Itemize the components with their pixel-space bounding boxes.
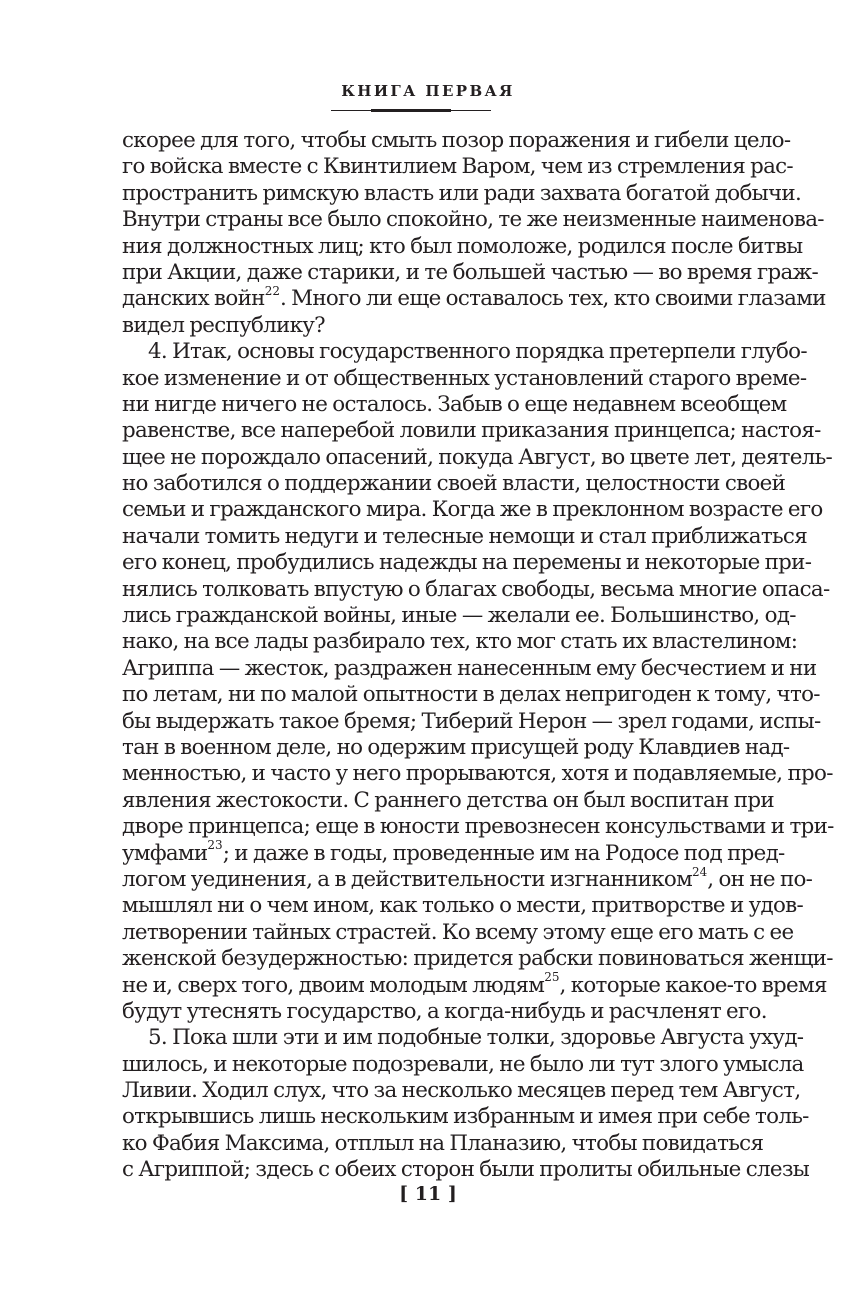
- text-line: [122, 339, 807, 365]
- text-line-content: будут утеснять государство, а когда-нибудь и расчленят его.: [122, 998, 767, 1024]
- text-line-content: мышлял ни о чем ином, как только о мести, притворстве и удов-: [122, 893, 804, 919]
- text-line-content: Агриппа — жесток, раздражен нанесенным ему бесчестием и ни: [122, 655, 817, 681]
- text-line-content: видел республику?: [122, 312, 325, 338]
- text-line-content: открывшись лишь нескольким избранным и имея при себе толь-: [122, 1104, 809, 1130]
- text-line: [122, 1051, 804, 1078]
- running-head: КНИГА ПЕРВАЯ: [341, 82, 515, 100]
- text-line: [122, 313, 728, 339]
- text-line: [122, 682, 820, 708]
- text-line-content: 5. Пока шли эти и им подобные толки, здоровье Августа ухуд-: [148, 1025, 804, 1051]
- text-line: [122, 523, 807, 550]
- text-line-content: го войска вместе с Квинтилием Варом, чем из стремления рас-: [122, 154, 793, 180]
- text-line: [122, 998, 767, 1025]
- text-line: [122, 180, 802, 207]
- text-line: [122, 154, 793, 180]
- text-line-content: но заботился о поддержании своей власти, целостности своей: [122, 471, 786, 497]
- text-line: [122, 128, 791, 154]
- text-line: [122, 259, 819, 286]
- text-line: [122, 1104, 809, 1130]
- text-line-content: ния должностных лиц; кто был помоложе, родился после битвы: [122, 233, 803, 259]
- text-line: [122, 655, 817, 682]
- text-line: [122, 1078, 801, 1104]
- text-line-content: Внутри страны все было спокойно, те же неизменные наименова-: [122, 207, 824, 233]
- text-line-content: шилось, и некоторые подозревали, не было ли тут злого умысла: [122, 1051, 804, 1077]
- text-line-content: начали томить недуги и телесные немощи и стал приближаться: [122, 523, 807, 549]
- page-number: [ 11 ]: [399, 1183, 457, 1205]
- text-line-content: летворении тайных страстей. Ко всему этому еще его мать с ее: [122, 919, 794, 945]
- text-line-content: менностью, и часто у него прорываются, хотя и подавляемые, про-: [122, 761, 833, 787]
- body-text: [122, 128, 834, 1184]
- text-line: [122, 365, 807, 392]
- text-line-continuation: ; и даже в годы, проведенные им на Родосе под пред-: [222, 840, 785, 866]
- text-line-content: явления жестокости. С раннего детства он был воспитан при: [122, 787, 774, 813]
- text-line-content: умфами: [122, 840, 208, 866]
- text-line-content: данских войн: [122, 286, 265, 312]
- text-line-content: дворе принцепса; еще в юности превознесен консульствами и три-: [122, 814, 834, 840]
- text-line: [122, 787, 774, 814]
- text-line: [122, 814, 834, 840]
- text-line: [122, 1130, 764, 1157]
- text-line-content: лись гражданской войны, иные — желали ее. Большинство, од-: [122, 603, 796, 629]
- text-line: [122, 838, 785, 867]
- text-line-content: по летам, ни по малой опытности в делах непригоден к тому, что-: [122, 682, 820, 708]
- text-line-content: 4. Итак, основы государственного порядка претерпели глубо-: [148, 339, 807, 365]
- text-line: [122, 284, 826, 312]
- text-line: [122, 629, 798, 655]
- text-line-content: тан в военном деле, но одержим присущей роду Клавдиев над-: [122, 734, 790, 760]
- text-line: [122, 708, 821, 735]
- footnote-ref: 25: [544, 970, 560, 985]
- text-line: [122, 550, 812, 576]
- footnote-ref: 23: [207, 838, 223, 853]
- text-line-content: его конец, пробудились надежды на перемены и некоторые при-: [122, 550, 812, 576]
- text-line: [122, 471, 786, 497]
- text-line-content: бы выдержать такое бремя; Тиберий Нерон — зрел годами, испы-: [122, 708, 821, 734]
- text-line-continuation: , он не по-: [707, 866, 813, 892]
- text-line: [122, 233, 803, 260]
- text-line-content: ко Фабия Максима, отплыл на Планазию, чтобы повидаться: [122, 1130, 764, 1156]
- text-line: [122, 864, 813, 893]
- text-line-content: пространить римскую власть или ради захвата богатой добычи.: [122, 180, 802, 206]
- text-line-content: щее не порождало опасений, покуда Август, во цвете лет, деятель-: [122, 444, 833, 470]
- text-line-content: женской безудержностью: придется рабски повиноваться женщи-: [122, 946, 833, 972]
- footnote-ref: 22: [264, 284, 280, 299]
- text-line-content: не и, сверх того, двоим молодым людям: [122, 972, 545, 998]
- text-line-content: Ливии. Ходил слух, что за несколько месяцев перед тем Август,: [122, 1078, 801, 1104]
- text-line: [122, 418, 821, 444]
- text-line: [122, 1157, 810, 1183]
- footnote-ref: 24: [692, 864, 708, 879]
- text-line: [122, 761, 833, 787]
- text-line: [122, 919, 794, 946]
- running-head-rule-accent: [371, 109, 451, 112]
- text-line: [122, 391, 787, 418]
- text-line: [122, 444, 833, 471]
- text-line: [122, 603, 796, 629]
- text-line-content: кое изменение и от общественных установлений старого време-: [122, 365, 807, 391]
- text-line: [122, 1025, 804, 1051]
- text-line-content: при Акции, даже старики, и те большей частью — во время граж-: [122, 259, 819, 285]
- text-line: [122, 207, 824, 233]
- text-line-content: равенстве, все наперебой ловили приказания принцепса; настоя-: [122, 418, 821, 444]
- text-line-content: скорее для того, чтобы смыть позор поражения и гибели цело-: [122, 128, 791, 153]
- text-line-content: логом уединения, а в действительности изгнанником: [122, 866, 693, 892]
- text-line: [122, 970, 827, 999]
- text-line-continuation: . Много ли еще оставалось тех, кто своими глазами: [279, 286, 826, 312]
- text-line-content: нако, на все лады разбирало тех, кто мог стать их властелином:: [122, 629, 798, 655]
- text-line: [122, 734, 790, 761]
- text-line-content: нялись толковать впустую о благах свободы, весьма многие опаса-: [122, 576, 830, 602]
- text-line: [122, 576, 830, 603]
- text-line-content: с Агриппой; здесь с обеих сторон были пролиты обильные слезы: [122, 1157, 810, 1183]
- text-line: [122, 946, 833, 972]
- text-line: [122, 893, 804, 919]
- text-line-content: ни нигде ничего не осталось. Забыв о еще недавнем всеобщем: [122, 391, 787, 417]
- text-line: [122, 497, 823, 523]
- text-line-continuation: , которые какое-то время: [559, 972, 827, 998]
- text-line-content: семьи и гражданского мира. Когда же в преклонном возрасте его: [122, 497, 823, 523]
